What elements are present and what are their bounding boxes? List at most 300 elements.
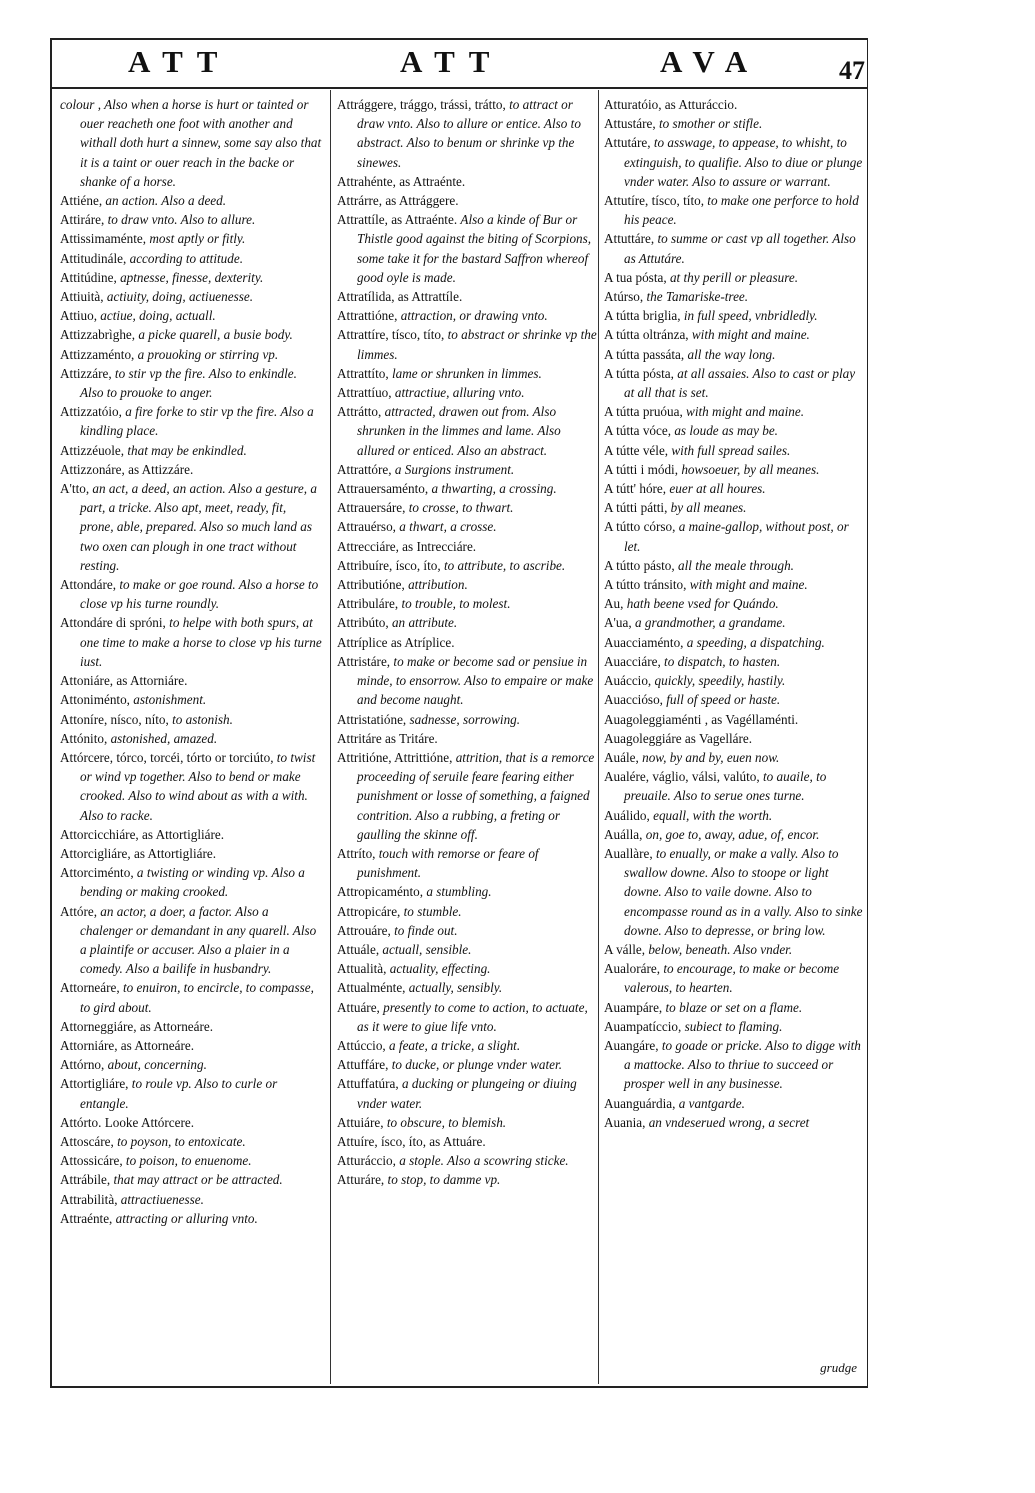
entry-definition: a stumbling.: [426, 884, 492, 900]
entry-definition: to poyson, to entoxicate.: [117, 1133, 246, 1149]
dictionary-entry: [60, 1036, 322, 1055]
entry-definition: to trouble, to molest.: [401, 596, 511, 612]
dictionary-entry: [604, 517, 866, 555]
entry-headword: Attórno,: [60, 1057, 105, 1073]
entry-definition: a twisting or winding vp. Also a bending or making crooked.: [80, 865, 305, 900]
entry-definition: to helpe with both spurs, at one time to make a horse to close vp his turne iust.: [80, 615, 322, 669]
entry-definition: with might and maine.: [691, 327, 810, 343]
entry-headword: Attritáre as Tritáre.: [337, 730, 438, 746]
entry-definition: an vndeserued wrong, a secret: [648, 1114, 810, 1130]
entry-definition: to make or goe round. Also a horse to close vp his turne roundly.: [80, 577, 319, 612]
entry-definition: to make one perforce to hold his peace.: [624, 193, 859, 228]
dictionary-entry: [337, 613, 599, 632]
entry-headword: Attizzaménto,: [60, 346, 135, 362]
dictionary-entry: [60, 825, 322, 844]
entry-headword: Attrattíuo,: [337, 385, 392, 401]
dictionary-entry: [604, 95, 866, 114]
entry-headword: Attoniáre, as Attorniáre.: [60, 673, 188, 689]
dictionary-entry: [337, 844, 599, 882]
entry-headword: Attristatióne,: [337, 711, 407, 727]
dictionary-entry: [337, 1074, 599, 1112]
entry-definition: hath beene vsed for Quándo.: [626, 596, 779, 612]
entry-headword: Attitudinále,: [60, 250, 127, 266]
entry-headword: Attrággere, trággo, trássi, trátto,: [337, 97, 506, 112]
entry-definition: to poison, to enuenome.: [125, 1153, 252, 1169]
entry-headword: A'ua,: [604, 615, 632, 631]
entry-definition: to summe or cast vp all together. Also as Attutáre.: [624, 231, 856, 266]
dictionary-entry: [337, 191, 599, 210]
entry-headword: Attossicáre,: [60, 1153, 123, 1169]
entry-headword: Auallàre,: [604, 845, 653, 861]
entry-headword: Auampáre,: [604, 999, 663, 1015]
entry-headword: Attrattíto,: [337, 365, 389, 381]
entry-headword: Attribuláre,: [337, 596, 399, 612]
dictionary-entry: [337, 1132, 599, 1151]
entry-headword: Attoniménto,: [60, 692, 130, 708]
dictionary-entry: [604, 844, 866, 940]
dictionary-entry: [60, 287, 322, 306]
dictionary-entry: [604, 287, 866, 306]
entry-definition: to blaze or set on a flame.: [665, 999, 803, 1015]
dictionary-entry: [604, 594, 866, 613]
entry-headword: A tútta passáta,: [604, 346, 685, 362]
entry-headword: Attutáre,: [604, 135, 651, 151]
dictionary-entry: [337, 575, 599, 594]
entry-headword: Attorcicchiáre, as Attortigliáre.: [60, 826, 225, 842]
dictionary-entry: [60, 229, 322, 248]
entry-headword: Attuáre,: [337, 999, 380, 1015]
entry-headword: Attraénte,: [60, 1210, 113, 1226]
entry-headword: Attrattíre, tísco, títo,: [337, 327, 445, 343]
dictionary-entry: [337, 652, 599, 710]
entry-definition: to twist or wind vp together. Also to bend or make crooked. Also to wind about as with a with. Also to racke.: [80, 749, 316, 823]
entry-definition: sadnesse, sorrowing.: [409, 711, 521, 727]
entry-headword: Attorniáre, as Attorneáre.: [60, 1037, 195, 1053]
dictionary-entry: [337, 1055, 599, 1074]
entry-headword: A tútta vóce,: [604, 423, 672, 439]
entry-headword: Attritióne, Attrittióne,: [337, 749, 453, 765]
running-head-right: AVA: [660, 44, 762, 79]
entry-definition: according to attitude.: [129, 250, 244, 266]
entry-headword: Attuíre, ísco, íto, as Attuáre.: [337, 1133, 486, 1149]
entry-headword: Attónito,: [60, 730, 108, 746]
dictionary-entry: [60, 345, 322, 364]
entry-definition: with might and maine.: [689, 577, 808, 593]
entry-definition: to roule vp. Also to curle or entangle.: [80, 1076, 278, 1111]
entry-headword: A tútto pásto,: [604, 557, 675, 573]
entry-headword: Attrárre, as Attrággere.: [337, 193, 459, 209]
entry-headword: Attorneáre,: [60, 980, 120, 996]
entry-headword: A tútti pátti,: [604, 500, 668, 516]
entry-definition: a prouoking or stirring vp.: [137, 346, 279, 362]
dictionary-entry: [604, 748, 866, 767]
entry-definition: astonishment.: [133, 692, 207, 708]
dictionary-entry: [60, 1209, 322, 1228]
entry-definition: Also a kinde of Bur or Thistle good against the biting of Scorpions, some take it for the bastard Saffron whereof good oyle is made.: [357, 212, 592, 285]
entry-headword: A tútto córso,: [604, 519, 676, 535]
entry-definition: a ducking or plungeing or diuing vnder water.: [357, 1076, 577, 1111]
dictionary-entry: [60, 325, 322, 344]
entry-definition: with might and maine.: [686, 404, 805, 420]
entry-headword: Auania,: [604, 1114, 646, 1130]
entry-headword: Auagoleggiáre as Vagelláre.: [604, 730, 753, 746]
dictionary-entry: [604, 268, 866, 287]
entry-headword: Attuffáre,: [337, 1057, 389, 1073]
entry-headword: Attríto,: [337, 845, 376, 861]
dictionary-entry: [604, 460, 866, 479]
entry-definition: at all assaies. Also to cast or play at all that is set.: [624, 365, 856, 401]
entry-definition: astonished, amazed.: [110, 730, 218, 746]
entry-headword: Auanguárdia,: [604, 1095, 676, 1111]
dictionary-entry: [60, 729, 322, 748]
entry-definition: attrition, that is a remorce proceeding of seruile feare fearing either punishment or losse of something, a faigned contrition. Also a rubbing, a freting or gaulling the skinne off.: [357, 749, 595, 842]
entry-headword: Aualoráre,: [604, 961, 661, 977]
dictionary-entry: [604, 959, 866, 997]
entry-headword: Attorcigliáre, as Attortigliáre.: [60, 845, 217, 861]
dictionary-entry: [337, 1113, 599, 1132]
entry-headword: Attutíre, tísco, títo,: [604, 193, 704, 209]
dictionary-entry: [604, 690, 866, 709]
entry-headword: Attortigliáre,: [60, 1076, 129, 1092]
dictionary-entry: [337, 210, 599, 287]
entry-headword: Auálido,: [604, 807, 650, 823]
entry-headword: Attizzáre,: [60, 365, 112, 381]
dictionary-entry: [604, 1017, 866, 1036]
dictionary-entry: [604, 114, 866, 133]
dictionary-entry: [337, 95, 599, 172]
dictionary-entry: [60, 1074, 322, 1112]
dictionary-entry: [60, 575, 322, 613]
dictionary-entry: [337, 978, 599, 997]
dictionary-entry: [337, 287, 599, 306]
entry-definition: full of speed or haste.: [666, 692, 781, 708]
entry-headword: Attualità,: [337, 961, 387, 977]
dictionary-entry: [60, 1017, 322, 1036]
dictionary-entry: [604, 479, 866, 498]
dictionary-entry: [604, 1113, 866, 1132]
dictionary-entry: [337, 1151, 599, 1170]
entry-definition: a vantgarde.: [678, 1095, 745, 1111]
entry-headword: Attitúdine,: [60, 269, 117, 285]
dictionary-entry: [60, 613, 322, 671]
entry-definition: a Surgions instrument.: [394, 461, 515, 477]
entry-definition: attracting or alluring vnto.: [115, 1210, 258, 1226]
dictionary-entry: [604, 345, 866, 364]
entry-definition: actiuity, doing, actiuenesse.: [106, 289, 254, 305]
dictionary-entry: [337, 172, 599, 191]
entry-headword: Attuffatúra,: [337, 1076, 399, 1092]
entry-headword: A tútt' hóre,: [604, 481, 667, 497]
dictionary-entry: [604, 806, 866, 825]
entry-definition: that may attract or be attracted.: [113, 1172, 283, 1188]
entry-headword: Attorciménto,: [60, 865, 134, 881]
entry-definition: to stop, to damme vp.: [387, 1172, 501, 1188]
dictionary-entry: [337, 402, 599, 460]
entry-definition: below, beneath. Also vnder.: [648, 941, 793, 957]
running-head-middle: ATT: [400, 44, 504, 79]
entry-definition: attracted, drawen out from. Also shrunken in the limmes and lame. Also allured or enticed. Also an abstract.: [357, 404, 561, 458]
column-3: [604, 95, 866, 1132]
entry-headword: Attiráre,: [60, 212, 105, 228]
entry-headword: Attribúto,: [337, 615, 389, 631]
dictionary-entry: [604, 306, 866, 325]
entry-definition: subiect to flaming.: [684, 1018, 783, 1034]
dictionary-entry: [337, 940, 599, 959]
entry-definition: to ducke, or plunge vnder water.: [391, 1057, 562, 1073]
entry-headword: Attrecciáre, as Intrecciáre.: [337, 538, 477, 554]
entry-definition: to astonish.: [172, 711, 233, 727]
entry-headword: A tútta pruóua,: [604, 404, 683, 420]
dictionary-entry: [604, 710, 866, 729]
entry-headword: Attrauersaménto,: [337, 481, 429, 497]
entry-headword: Attizzatóio,: [60, 404, 122, 420]
dictionary-entry: [337, 594, 599, 613]
entry-headword: A tua pósta,: [604, 269, 667, 285]
dictionary-entry: [337, 959, 599, 978]
dictionary-entry: [337, 710, 599, 729]
entry-definition: colour , Also when a horse is hurt or tainted or ouer reacheth one foot with another and withall doth hurt a sinnew, some say also that it is a taint or ouer reach in the backe or shanke of a horse.: [60, 97, 322, 189]
dictionary-entry: [60, 479, 322, 575]
entry-definition: presently to come to action, to actuate, as it were to giue life vnto.: [357, 999, 588, 1034]
entry-headword: Attondáre di spróni,: [60, 615, 166, 631]
dictionary-entry: [604, 421, 866, 440]
dictionary-entry: [604, 1094, 866, 1113]
entry-headword: Attrauersáre,: [337, 500, 406, 516]
entry-definition: as loude as may be.: [674, 423, 778, 439]
entry-definition: a grandmother, a grandame.: [634, 615, 786, 631]
entry-definition: to stumble.: [403, 903, 462, 919]
entry-headword: Auaccióso,: [604, 692, 663, 708]
entry-definition: actuall, sensible.: [382, 941, 472, 957]
dictionary-entry: [60, 1113, 322, 1132]
entry-headword: A tútta oltránza,: [604, 327, 689, 343]
dictionary-entry: [60, 1132, 322, 1151]
entry-headword: Attuttáre,: [604, 231, 655, 247]
dictionary-entry: [60, 690, 322, 709]
entry-headword: Attissimaménte,: [60, 231, 147, 247]
dictionary-entry: [604, 325, 866, 344]
dictionary-entry: [337, 633, 599, 652]
entry-definition: to crosse, to thwart.: [408, 500, 514, 516]
entry-definition: a stople. Also a scowring sticke.: [399, 1153, 569, 1169]
dictionary-entry: [60, 902, 322, 979]
entry-headword: Attropicáre,: [337, 903, 401, 919]
entry-definition: to attract or draw vnto. Also to allure or entice. Also to abstract. Also to benum or shrinke vp the sinewes.: [357, 97, 581, 170]
entry-headword: A'tto,: [60, 481, 90, 497]
entry-definition: to auaile, to preuaile. Also to serue ones turne.: [624, 769, 827, 804]
dictionary-entry: [604, 613, 866, 632]
dictionary-entry: [604, 825, 866, 844]
page-number: 47: [839, 56, 865, 85]
entry-headword: A tútto tránsito,: [604, 577, 687, 593]
dictionary-entry: [337, 537, 599, 556]
dictionary-entry: [60, 306, 322, 325]
entry-headword: Attóre,: [60, 903, 97, 919]
dictionary-entry: [337, 479, 599, 498]
entry-definition: to abstract or shrinke vp the limmes.: [357, 327, 597, 362]
catchword: grudge: [820, 1360, 857, 1375]
entry-headword: Attiéne,: [60, 193, 103, 209]
entry-headword: Attribuíre, ísco, íto,: [337, 557, 441, 573]
entry-headword: A tútte véle,: [604, 442, 669, 458]
dictionary-entry: [337, 748, 599, 844]
entry-definition: at thy perill or pleasure.: [669, 269, 799, 285]
entry-definition: all the way long.: [687, 346, 776, 362]
entry-headword: Atturáre,: [337, 1172, 385, 1188]
entry-definition: attractiuenesse.: [120, 1191, 204, 1207]
entry-definition: actiue, doing, actuall.: [100, 308, 216, 324]
dictionary-entry: [60, 748, 322, 825]
entry-headword: Attorneggiáre, as Attorneáre.: [60, 1018, 214, 1034]
entry-definition: a thwart, a crosse.: [399, 519, 497, 535]
dictionary-entry: [60, 710, 322, 729]
dictionary-entry: [60, 844, 322, 863]
entry-definition: to make or become sad or pensiue in minde, to ensorrow. Also to empaire or make and become naught.: [357, 653, 594, 708]
dictionary-entry: [60, 364, 322, 402]
dictionary-entry: [337, 498, 599, 517]
entry-headword: Attórcere, tórco, torcéi, tórto or torciúto,: [60, 749, 274, 765]
entry-definition: euer at all houres.: [669, 481, 766, 497]
dictionary-entry: [604, 498, 866, 517]
entry-headword: Attrauérso,: [337, 519, 396, 535]
dictionary-entry: [337, 306, 599, 325]
dictionary-entry: [337, 517, 599, 536]
entry-definition: lame or shrunken in limmes.: [391, 365, 542, 381]
dictionary-entry: [604, 767, 866, 805]
entry-definition: to smother or stifle.: [658, 116, 763, 132]
dictionary-entry: [604, 556, 866, 575]
entry-definition: a speeding, a dispatching.: [686, 634, 825, 650]
dictionary-entry: [604, 364, 866, 402]
entry-headword: Attuiáre,: [337, 1114, 384, 1130]
dictionary-entry: [60, 671, 322, 690]
entry-definition: about, concerning.: [107, 1057, 207, 1073]
column-rule-1: [330, 90, 331, 1384]
dictionary-entry: [60, 1190, 322, 1209]
dictionary-entry: [604, 729, 866, 748]
entry-headword: Attustáre,: [604, 116, 656, 132]
entry-headword: Attualménte,: [337, 980, 406, 996]
entry-headword: Auále,: [604, 749, 639, 765]
entry-definition: on, goe to, away, adue, of, encor.: [645, 826, 820, 842]
entry-definition: to goade or pricke. Also to digge with a mattocke. Also to thriue to succeed or prosper well in any businesse.: [624, 1037, 861, 1092]
dictionary-entry: [604, 998, 866, 1017]
entry-headword: Attrabilità,: [60, 1191, 118, 1207]
entry-headword: Auáccio,: [604, 673, 652, 689]
column-2: [337, 95, 599, 1190]
entry-headword: Attributióne,: [337, 577, 405, 593]
entry-headword: Attrouáre,: [337, 922, 391, 938]
entry-definition: to enually, or make a vally. Also to swallow downe. Also to stoope or light downe. Also to vaile downe. Also to encompasse round as in a vally. Also to sinke downe. Also to depresse, or bring low.: [624, 845, 863, 938]
entry-definition: by all meanes.: [670, 500, 747, 516]
entry-headword: Attórto. Looke Attórcere.: [60, 1114, 195, 1130]
entry-headword: Auagoleggiaménti , as Vagéllaménti.: [604, 711, 799, 727]
dictionary-entry: [337, 1036, 599, 1055]
entry-headword: Attúccio,: [337, 1037, 386, 1053]
entry-headword: Auálla,: [604, 826, 643, 842]
entry-definition: to finde out.: [394, 922, 458, 938]
entry-headword: Attrátto,: [337, 404, 382, 420]
dictionary-entry: [604, 441, 866, 460]
dictionary-entry: [60, 978, 322, 1016]
entry-definition: attraction, or drawing vnto.: [400, 308, 548, 324]
entry-definition: an act, a deed, an action. Also a gesture, a part, a tricke. Also apt, meet, ready, fit, prone, able, prepared. Also so much land as two oxen can plough in one tract without resting.: [80, 481, 317, 573]
entry-headword: Attizzonáre, as Attizzáre.: [60, 461, 194, 477]
dictionary-entry: [60, 460, 322, 479]
dictionary-entry: [60, 268, 322, 287]
entry-headword: Attratílida, as Attrattíle.: [337, 289, 463, 305]
entry-definition: quickly, speedily, hastily.: [654, 673, 786, 689]
entry-definition: to encourage, to make or become valerous, to hearten.: [624, 961, 840, 996]
entry-headword: Auampatíccio,: [604, 1018, 682, 1034]
dictionary-entry: [60, 191, 322, 210]
entry-headword: Attoscáre,: [60, 1133, 114, 1149]
dictionary-entry: [60, 249, 322, 268]
entry-definition: attribution.: [408, 577, 468, 593]
dictionary-entry: [337, 921, 599, 940]
entry-headword: Attrattióne,: [337, 308, 398, 324]
entry-definition: the Tamariske-tree.: [646, 289, 749, 305]
entry-headword: Au,: [604, 596, 624, 612]
dictionary-entry: [604, 229, 866, 267]
entry-definition: with full spread sailes.: [671, 442, 791, 458]
entry-headword: Atturáccio,: [337, 1153, 396, 1169]
entry-headword: Aualére, váglio, válsi, valúto,: [604, 769, 760, 785]
entry-headword: A válle,: [604, 941, 646, 957]
dictionary-entry: [337, 998, 599, 1036]
dictionary-entry: [604, 191, 866, 229]
entry-definition: a picke quarell, a busie body.: [138, 327, 293, 343]
entry-definition: most aptly or fitly.: [149, 231, 246, 247]
entry-headword: Attrábile,: [60, 1172, 111, 1188]
dictionary-entry: [604, 633, 866, 652]
dictionary-entry: [604, 1036, 866, 1094]
dictionary-entry: [337, 556, 599, 575]
entry-definition: to dispatch, to hasten.: [664, 653, 781, 669]
dictionary-entry: [337, 460, 599, 479]
dictionary-entry: [604, 575, 866, 594]
dictionary-entry: [60, 1170, 322, 1189]
dictionary-entry: [60, 95, 322, 191]
entry-headword: Attrattíle, as Attraénte.: [337, 212, 458, 228]
entry-definition: a maine-gallop, without post, or let.: [624, 519, 849, 554]
dictionary-entry: [337, 902, 599, 921]
entry-headword: Auangáre,: [604, 1037, 659, 1053]
dictionary-entry: [604, 671, 866, 690]
entry-headword: Auacciaménto,: [604, 634, 684, 650]
dictionary-entry: [60, 1151, 322, 1170]
entry-headword: A tútti i módi,: [604, 461, 679, 477]
dictionary-entry: [60, 402, 322, 440]
entry-headword: Attizzéuole,: [60, 442, 125, 458]
entry-definition: an attribute.: [391, 615, 458, 631]
entry-definition: to attribute, to ascribe.: [443, 557, 566, 573]
entry-definition: in full speed, vnbridledly.: [683, 308, 818, 324]
dictionary-entry: [604, 940, 866, 959]
entry-definition: to asswage, to appease, to whisht, to extinguish, to qualifie. Also to diue or plunge vnder water. Also to assure or warrant.: [624, 135, 863, 189]
entry-definition: an actor, a doer, a factor. Also a chalenger or demandant in any quarell. Also a plaintife or accuser. Also a plaier in a comedy. Also a bailife in husbandry.: [80, 903, 317, 977]
entry-headword: Atúrso,: [604, 289, 644, 305]
entry-headword: Attrattóre,: [337, 461, 392, 477]
entry-headword: Atturatóio, as Atturáccio.: [604, 97, 738, 112]
dictionary-entry: [60, 863, 322, 901]
entry-headword: Attropicaménto,: [337, 884, 424, 900]
entry-definition: howsoeuer, by all meanes.: [681, 461, 820, 477]
dictionary-entry: [60, 1055, 322, 1074]
entry-definition: to stir vp the fire. Also to enkindle. Also to prouoke to anger.: [80, 365, 297, 401]
dictionary-entry: [337, 1170, 599, 1189]
dictionary-entry: [337, 882, 599, 901]
